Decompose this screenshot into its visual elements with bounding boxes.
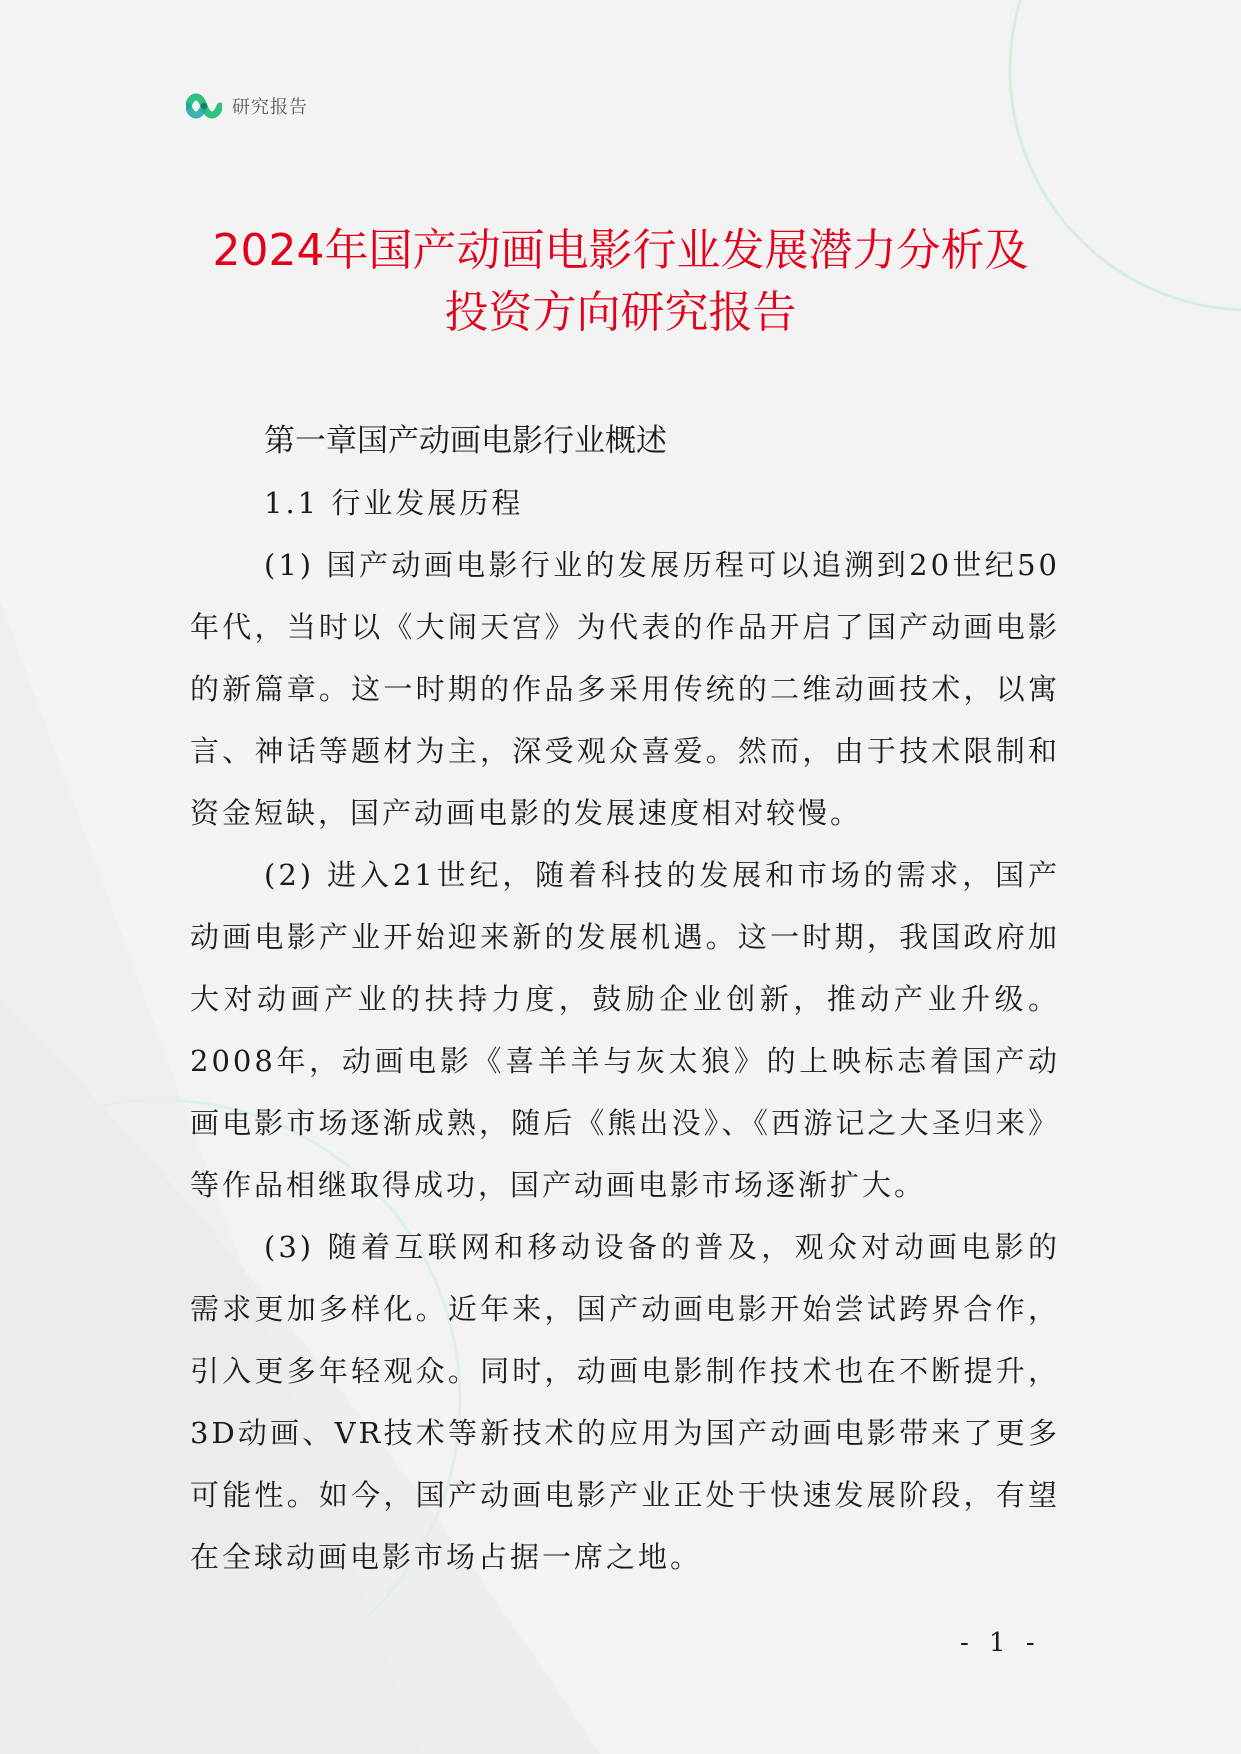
report-header <box>186 88 308 124</box>
title-line-2: 投资方向研究报告 <box>444 287 797 338</box>
report-title <box>150 220 1091 344</box>
logo-icon <box>186 90 222 122</box>
paragraph-1: (1) 国产动画电影行业的发展历程可以追溯到20世纪50年代，当时以《大闹天宫》为代表的作品开启了国产动画电影的新篇章。这一时期的作品多采用传统的二维动画技术，以寓言、神话等题材为主，深受观众喜爱。然而，由于技术限制和资金短缺，国产动画电影的发展速度相对较慢。 <box>190 548 1060 830</box>
chapter-heading: 第一章国产动画电影行业概述 <box>264 423 667 459</box>
paragraph-3: (3) 随着互联网和移动设备的普及，观众对动画电影的需求更加多样化。近年来，国产动画电影开始尝试跨界合作，引入更多年轻观众。同时，动画电影制作技术也在不断提升，3D动画、VR技术等新技术的应用为国产动画电影带来了更多可能性。如今，国产动画电影产业正处于快速发展阶段，有望在全球动画电影市场占据一席之地。 <box>190 1230 1060 1574</box>
report-body <box>190 410 1060 1588</box>
header-label: 研究报告 <box>232 97 308 118</box>
paragraph-2: (2) 进入21世纪，随着科技的发展和市场的需求，国产动画电影产业开始迎来新的发展机遇。这一时期，我国政府加大对动画产业的扶持力度，鼓励企业创新，推动产业升级。2008年，动画电影《喜羊羊与灰太狼》的上映标志着国产动画电影市场逐渐成熟，随后《熊出没》、《西游记之大圣归来》等作品相继取得成功，国产动画电影市场逐渐扩大。 <box>190 858 1060 1202</box>
section-heading: 1.1 行业发展历程 <box>264 486 524 520</box>
title-line-1: 2024年国产动画电影行业发展潜力分析及 <box>212 225 1029 276</box>
page-number: - 1 - <box>960 1628 1041 1658</box>
